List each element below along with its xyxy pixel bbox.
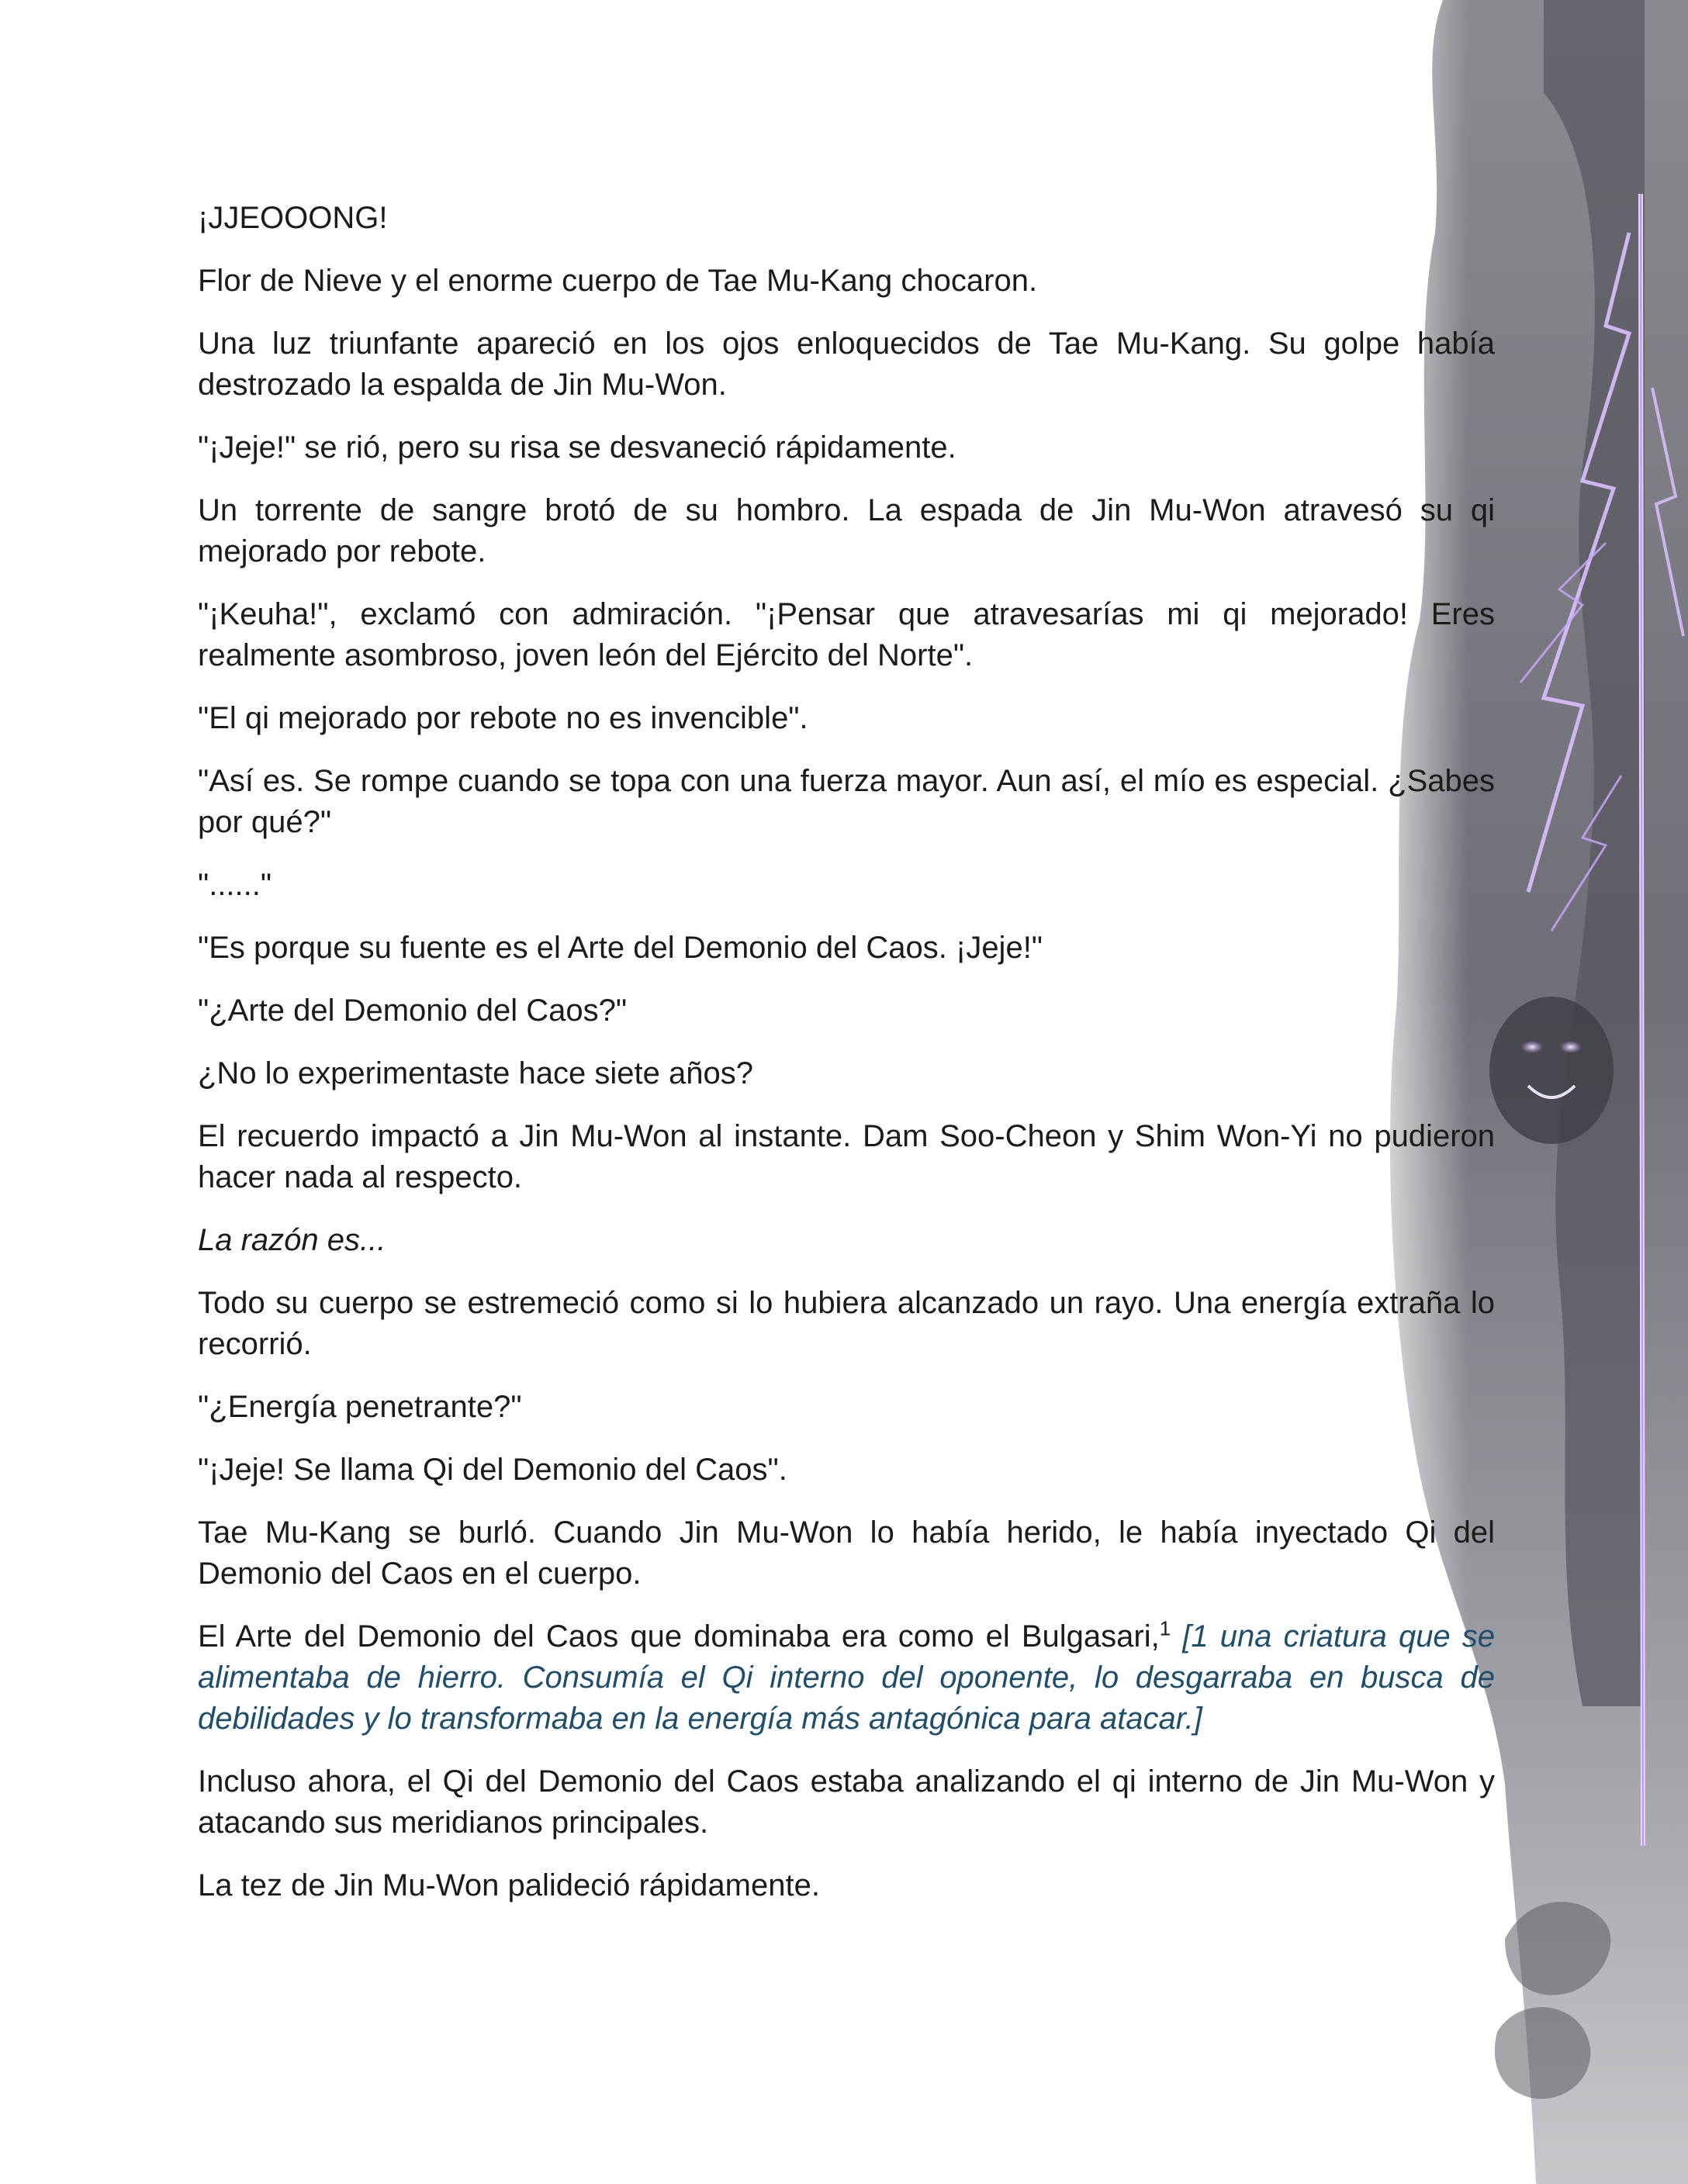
italic-paragraph: La razón es... bbox=[198, 1223, 386, 1257]
paragraph: "Así es. Se rompe cuando se topa con una fuerza mayor. Aun así, el mío es especial. ¿Sabes por qué?" bbox=[198, 764, 1495, 839]
paragraph: Flor de Nieve y el enorme cuerpo de Tae Mu-Kang chocaron. bbox=[198, 264, 1038, 298]
paragraph: "¿Arte del Demonio del Caos?" bbox=[198, 994, 628, 1028]
paragraph: "......" bbox=[198, 868, 272, 902]
paragraph: Una luz triunfante apareció en los ojos enloquecidos de Tae Mu-Kang. Su golpe había destrozado la espalda de Jin Mu-Won. bbox=[198, 327, 1495, 402]
paragraph: "El qi mejorado por rebote no es invencible". bbox=[198, 701, 808, 735]
footnote-reference: 1 bbox=[1159, 1616, 1171, 1640]
footnote-lead-text: El Arte del Demonio del Caos que dominaba era como el Bulgasari, bbox=[198, 1619, 1160, 1654]
paragraph: ¡JJEOOONG! bbox=[198, 201, 388, 235]
paragraph: "¡Jeje!" se rió, pero su risa se desvaneció rápidamente. bbox=[198, 430, 956, 465]
paragraph: Tae Mu-Kang se burló. Cuando Jin Mu-Won lo había herido, le había inyectado Qi del Demonio del Caos en el cuerpo. bbox=[198, 1515, 1495, 1591]
paragraph: "¡Jeje! Se llama Qi del Demonio del Caos". bbox=[198, 1453, 787, 1487]
body-text bbox=[198, 198, 1495, 1928]
footnote-note: [1 una criatura que se alimentaba de hierro. Consumía el Qi interno del oponente, lo desgarraba en busca de debilidades y lo transformaba en la energía más antagónica para atacar.] bbox=[198, 1619, 1495, 1736]
paragraph: "¡Keuha!", exclamó con admiración. "¡Pensar que atravesarías mi qi mejorado! Eres realmente asombroso, joven león del Ejército del Norte". bbox=[198, 597, 1495, 672]
paragraph: Incluso ahora, el Qi del Demonio del Caos estaba analizando el qi interno de Jin Mu-Won y atacando sus meridianos principales. bbox=[198, 1764, 1495, 1840]
paragraph: Todo su cuerpo se estremeció como si lo hubiera alcanzado un rayo. Una energía extraña lo recorrió. bbox=[198, 1286, 1495, 1361]
footnote-paragraph bbox=[198, 1616, 1495, 1740]
paragraph: La tez de Jin Mu-Won palideció rápidamente. bbox=[198, 1868, 820, 1902]
paragraph: El recuerdo impactó a Jin Mu-Won al instante. Dam Soo-Cheon y Shim Won-Yi no pudieron hacer nada al respecto. bbox=[198, 1119, 1495, 1194]
paragraph: Un torrente de sangre brotó de su hombro. La espada de Jin Mu-Won atravesó su qi mejorado por rebote. bbox=[198, 493, 1495, 568]
paragraph: ¿No lo experimentaste hace siete años? bbox=[198, 1056, 753, 1090]
paragraph: "Es porque su fuente es el Arte del Demonio del Caos. ¡Jeje!" bbox=[198, 931, 1043, 965]
paragraph: "¿Energía penetrante?" bbox=[198, 1390, 522, 1424]
